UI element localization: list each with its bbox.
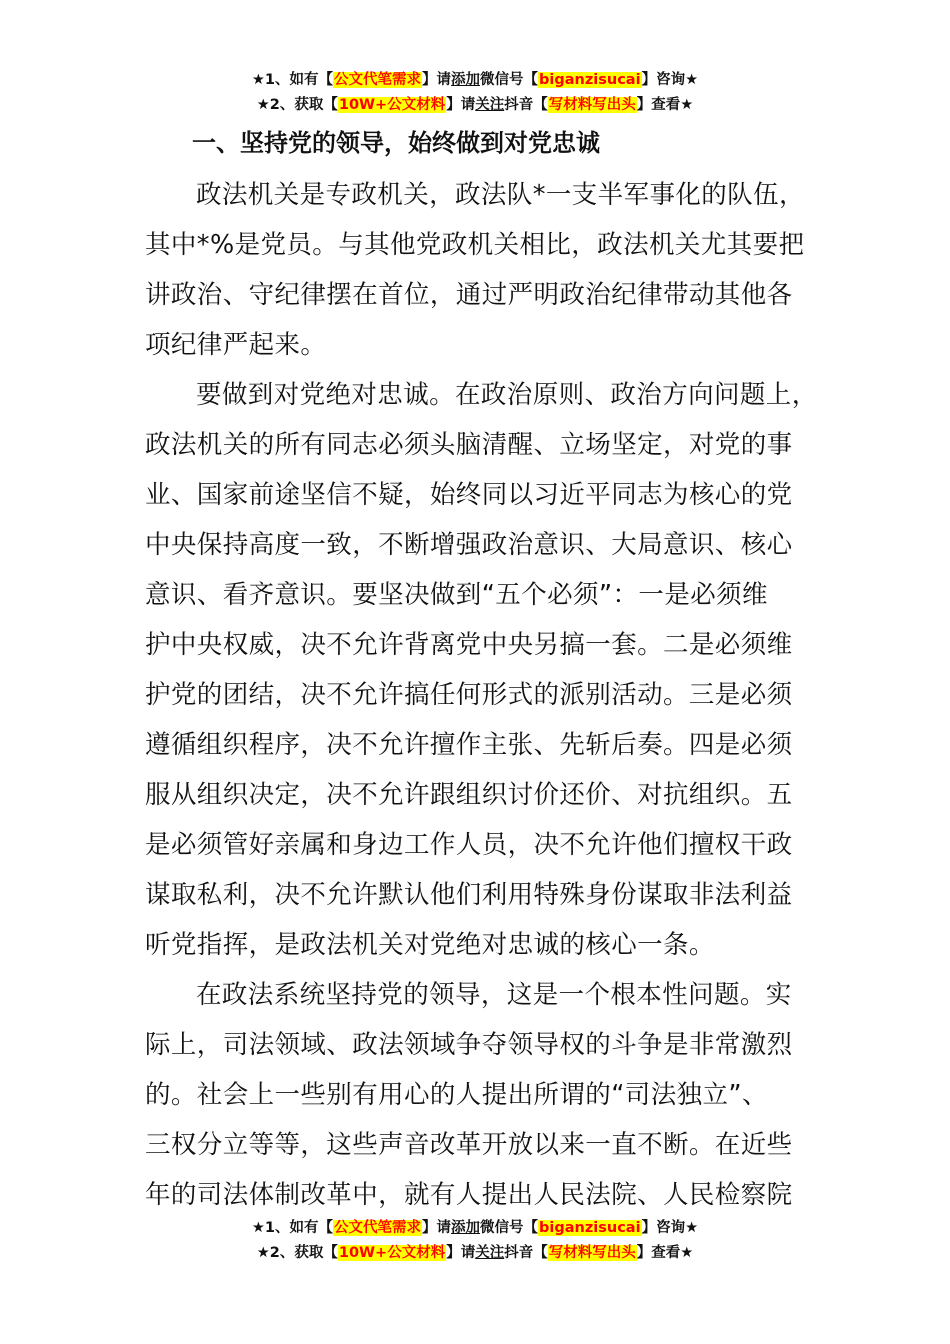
banner-text: ★1、如有【 [251, 72, 334, 88]
banner-underlined-text: 添加 [451, 1220, 481, 1236]
banner-line-2 [0, 1241, 950, 1266]
paragraph-line: 护党的团结，决不允许搞任何形式的派别活动。三是必须 [145, 680, 793, 710]
paragraph-line: 要做到对党绝对忠诚。在政治原则、政治方向问题上， [196, 380, 818, 410]
banner-text: 】咨询★ [641, 72, 699, 88]
paragraph-line: 护中央权威，决不允许背离党中央另搞一套。二是必须维 [145, 630, 793, 660]
banner-line-1 [0, 1216, 950, 1241]
banner-highlight: 10W+公文材料 [338, 1245, 446, 1261]
paragraph-line: 年的司法体制改革中，就有人提出人民法院、人民检察院 [145, 1180, 793, 1210]
banner-text: ★2、获取【 [256, 1245, 338, 1261]
paragraph-line: 三权分立等等，这些声音改革开放以来一直不断。在近些 [145, 1130, 793, 1160]
banner-text: ★1、如有【 [251, 1220, 334, 1236]
banner-highlight: 10W+公文材料 [338, 97, 446, 113]
banner-text: 】请 [446, 1245, 476, 1261]
section-heading: 一、坚持党的领导，始终做到对党忠诚 [192, 129, 600, 157]
paragraph-line: 项纪律严起来。 [145, 330, 327, 360]
paragraph-line: 讲政治、守纪律摆在首位，通过严明政治纪律带动其他各 [145, 280, 793, 310]
banner-text: 抖音【 [504, 97, 548, 113]
banner-text: 】咨询★ [641, 1220, 699, 1236]
banner-line-2 [0, 93, 950, 118]
wechat-id-highlight: biganzisucai [539, 1220, 641, 1236]
paragraph-line: 其中*%是党员。与其他党政机关相比，政法机关尤其要把 [145, 230, 805, 260]
wechat-id-highlight: biganzisucai [539, 72, 641, 88]
banner-line-1 [0, 68, 950, 93]
banner-underlined-text: 关注 [475, 1245, 505, 1261]
paragraph-line: 意识、看齐意识。要坚决做到“五个必须”：一是必须维 [145, 580, 768, 610]
banner-text: 】请 [422, 1220, 452, 1236]
banner-text: 】查看★ [636, 97, 694, 113]
banner-text: 微信号【 [480, 1220, 539, 1236]
paragraph-line: 业、国家前途坚信不疑，始终同以习近平同志为核心的党 [145, 480, 793, 510]
paragraph-line: 听党指挥，是政法机关对党绝对忠诚的核心一条。 [145, 930, 715, 960]
paragraph-line: 遵循组织程序，决不允许擅作主张、先斩后奏。四是必须 [145, 730, 793, 760]
top-banner [0, 68, 950, 118]
douyin-id-highlight: 写材料写出头 [548, 1245, 636, 1261]
banner-underlined-text: 添加 [451, 72, 481, 88]
bottom-banner [0, 1216, 950, 1266]
banner-highlight: 公文代笔需求 [334, 72, 422, 88]
banner-text: 微信号【 [480, 72, 539, 88]
paragraph-line: 际上，司法领域、政法领域争夺领导权的斗争是非常激烈 [145, 1030, 793, 1060]
paragraph-line: 政法机关是专政机关，政法队*一支半军事化的队伍， [196, 180, 805, 210]
paragraph-line: 在政法系统坚持党的领导，这是一个根本性问题。实 [196, 980, 792, 1010]
paragraph-line: 谋取私利，决不允许默认他们利用特殊身份谋取非法利益 [145, 880, 793, 910]
paragraph-line: 的。社会上一些别有用心的人提出所谓的“司法独立”、 [145, 1080, 768, 1110]
douyin-id-highlight: 写材料写出头 [548, 97, 636, 113]
paragraph-line: 中央保持高度一致，不断增强政治意识、大局意识、核心 [145, 530, 793, 560]
banner-underlined-text: 关注 [475, 97, 505, 113]
paragraph-line: 政法机关的所有同志必须头脑清醒、立场坚定，对党的事 [145, 430, 793, 460]
banner-text: 】请 [422, 72, 452, 88]
banner-text: 】查看★ [636, 1245, 694, 1261]
paragraph-line: 是必须管好亲属和身边工作人员，决不允许他们擅权干政 [145, 830, 793, 860]
banner-highlight: 公文代笔需求 [334, 1220, 422, 1236]
banner-text: ★2、获取【 [256, 97, 338, 113]
banner-text: 抖音【 [504, 1245, 548, 1261]
paragraph-line: 服从组织决定，决不允许跟组织讨价还价、对抗组织。五 [145, 780, 793, 810]
banner-text: 】请 [446, 97, 476, 113]
